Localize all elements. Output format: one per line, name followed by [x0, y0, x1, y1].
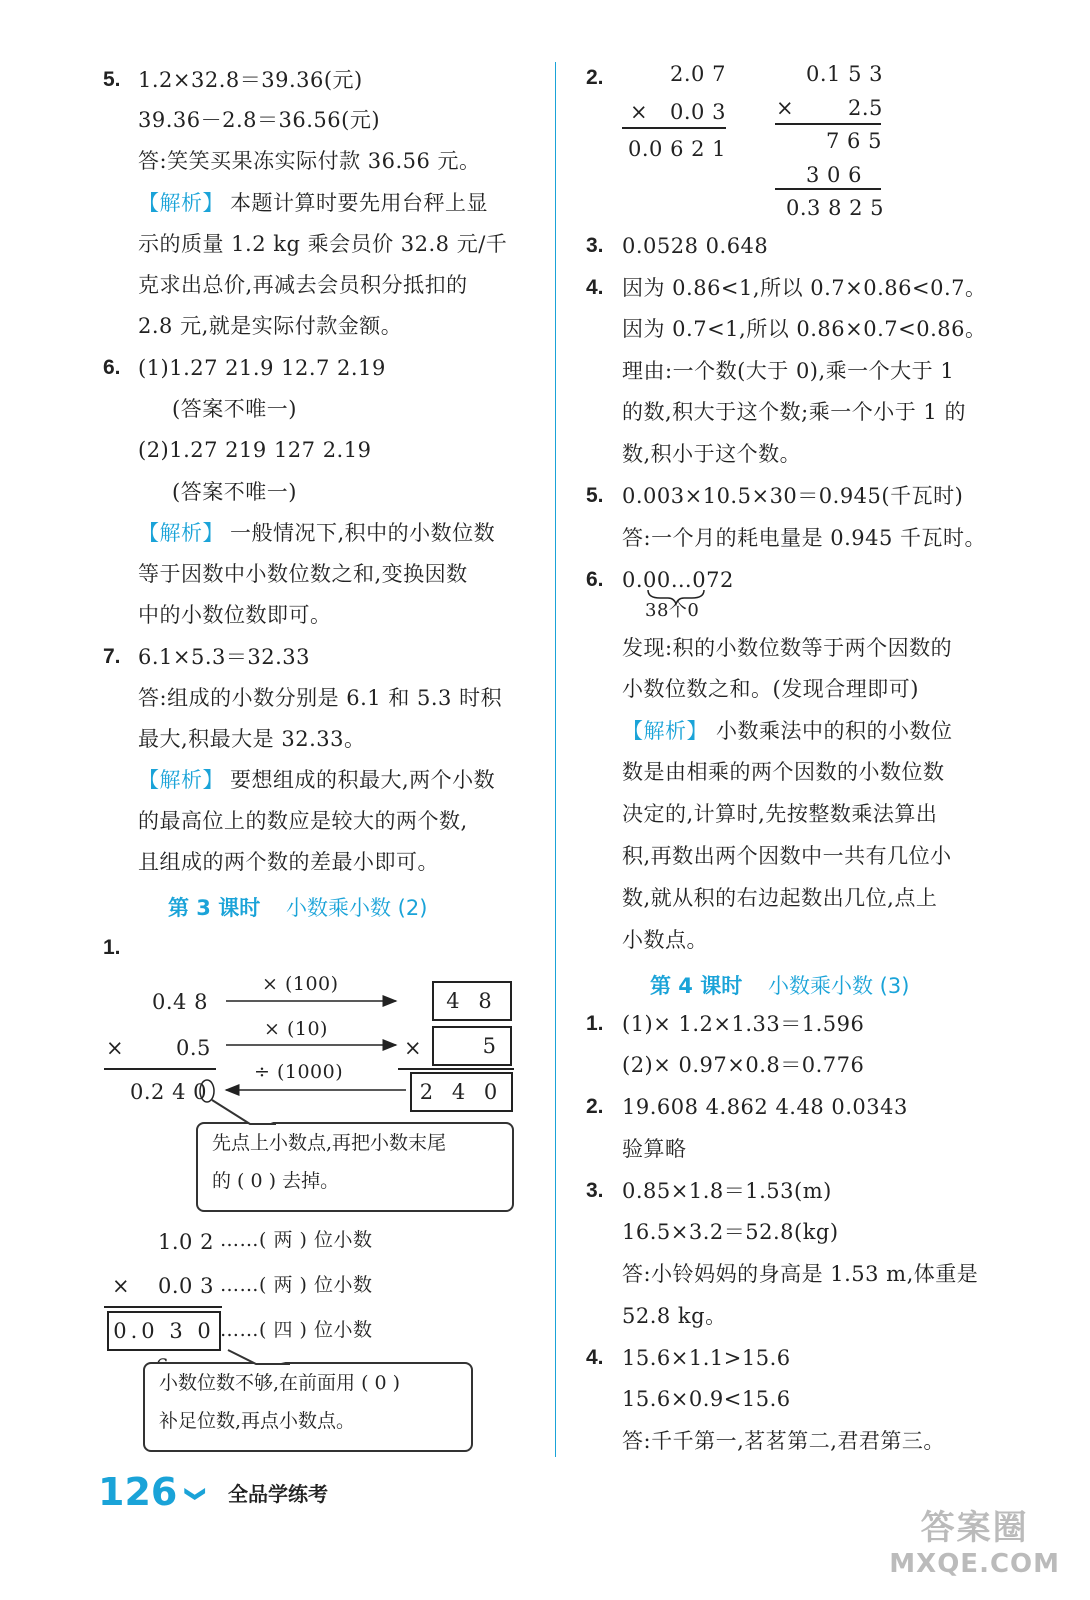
q7-analysis-line1: 要想组成的积最大,两个小数 — [230, 768, 496, 792]
watermark-logo — [889, 1500, 1060, 1579]
q7-line1: 6.1×5.3＝32.33 — [138, 645, 311, 669]
r2-q2-number: 2. — [586, 1095, 604, 1118]
r-q6-analysis-line2: 数是由相乘的两个因数的小数位数 — [622, 760, 945, 784]
q1-times-sign-right: × — [404, 1036, 423, 1060]
r2-q1-line2: (2)× 0.97×0.8＝0.776 — [622, 1053, 865, 1077]
q1-box-b-value: 5 — [482, 1034, 502, 1058]
r-q2-m2-a: 0.1 5 3 — [806, 62, 883, 86]
q7-line2: 答:组成的小数分别是 6.1 和 5.3 时积 — [138, 686, 503, 710]
q5-number: 5. — [103, 68, 121, 91]
q1-callout-2-pointer — [228, 1350, 290, 1364]
q7-analysis-line2: 的最高位上的数应是较大的两个数, — [138, 809, 468, 833]
q6-line2: (答案不唯一) — [172, 397, 297, 421]
q6-analysis-tag: 【解析】 — [138, 521, 224, 545]
lesson4-title: 小数乘小数 (3) — [768, 974, 910, 998]
q1-product: 0.2 4 0 — [130, 1080, 207, 1104]
r-q5-line1: 0.003×10.5×30＝0.945(千瓦时) — [622, 484, 964, 508]
q5-analysis-line1: 本题计算时要先用台秤上显 — [230, 191, 488, 215]
q6-line3: (2)1.27 219 127 2.19 — [138, 438, 372, 462]
q5-analysis-line4: 2.8 元,就是实际付款金额。 — [138, 314, 403, 338]
q1-number: 1. — [103, 936, 121, 959]
lesson4-label: 第 4 课时 — [650, 974, 743, 998]
r-q4-line3: 理由:一个数(大于 0),乘一个大于 1 — [622, 359, 955, 383]
r-q2-m1-times: × — [630, 100, 649, 124]
r2-q3-line1: 0.85×1.8＝1.53(m) — [622, 1179, 832, 1203]
chevron-down-icon: ❯ — [184, 1485, 209, 1503]
q5-line1: 1.2×32.8＝39.36(元) — [138, 68, 363, 92]
q6-number: 6. — [103, 356, 121, 379]
q7-line3: 最大,积最大是 32.33。 — [138, 727, 366, 751]
r-q6-analysis-line3: 决定的,计算时,先按整数乘法算出 — [622, 802, 938, 826]
q1-c2-value: 0.0 3 — [158, 1274, 214, 1298]
q6-analysis-line1: 一般情况下,积中的小数位数 — [230, 521, 496, 545]
r-q4-line5: 数,积小于这个数。 — [622, 442, 802, 466]
r2-q4-line1: 15.6×1.1>15.6 — [622, 1346, 791, 1370]
q6-line1: (1)1.27 21.9 12.7 2.19 — [138, 356, 386, 380]
r-q2-m1-rule — [622, 127, 726, 129]
r-q4-line1: 因为 0.86<1,所以 0.7×0.86<0.7。 — [622, 276, 987, 300]
r-q6-analysis-line4: 积,再数出两个因数中一共有几位小 — [622, 844, 952, 868]
r-q6-analysis-line6: 小数点。 — [622, 928, 708, 952]
q1-callout-2-line1: 小数位数不够,在前面用 ( 0 ) — [159, 1372, 401, 1394]
q1-arrow1-label: × (100) — [262, 973, 339, 995]
q1-callout-2-line2: 补足位数,再点小数点。 — [159, 1410, 356, 1432]
r-q6-analysis-line5: 数,就从积的右边起数出几位,点上 — [622, 886, 938, 910]
q1-factor-a: 0.4 8 — [152, 990, 208, 1014]
q1-c-times-sign: × — [112, 1274, 131, 1298]
r2-q2-line2: 验算略 — [622, 1137, 687, 1161]
r-q2-m2-rule2 — [775, 188, 881, 190]
r-q2-m2-product: 0.3 8 2 5 — [786, 196, 885, 220]
q7-analysis-line3: 且组成的两个数的差最小即可。 — [138, 850, 439, 874]
page-number: 126 — [98, 1470, 178, 1514]
q1-c2-note: ……( 两 ) 位小数 — [220, 1274, 373, 1296]
r-q2-m2-partial1: 7 6 5 — [826, 129, 882, 153]
r-q6-line1: 0.00…072 — [622, 568, 734, 592]
q1-box-c-value: 2 4 0 — [419, 1080, 504, 1104]
q5-answer: 答:笑笑买果冻实际付款 36.56 元。 — [138, 149, 481, 173]
r-q2-m2-times: × — [776, 96, 795, 120]
brand-name: 全品学练考 — [228, 1482, 328, 1506]
r-q6-number: 6. — [586, 568, 604, 591]
q5-analysis-tag: 【解析】 — [138, 191, 224, 215]
q5-analysis-line2: 示的质量 1.2 kg 乘会员价 32.8 元/千 — [138, 232, 508, 256]
r-q2-m1-a: 2.0 7 — [670, 62, 726, 86]
q6-analysis-line3: 中的小数位数即可。 — [138, 603, 332, 627]
q7-number: 7. — [103, 645, 121, 668]
watermark-text: 答案圈 — [920, 1508, 1029, 1548]
q5-analysis-line3: 克求出总价,再减去会员积分抵扣的 — [138, 273, 468, 297]
q7-analysis-tag: 【解析】 — [138, 768, 224, 792]
r-q2-m2-rule1 — [775, 123, 881, 125]
q1-times-sign: × — [106, 1036, 125, 1060]
r-q6-analysis-tag: 【解析】 — [622, 719, 708, 743]
r-q4-number: 4. — [586, 276, 604, 299]
r2-q3-line3: 答:小铃妈妈的身高是 1.53 m,体重是 — [622, 1262, 979, 1286]
q1-c1-note: ……( 两 ) 位小数 — [220, 1229, 373, 1251]
r-q4-line2: 因为 0.7<1,所以 0.86×0.7<0.86。 — [622, 317, 987, 341]
q1-callout-1-pointer — [212, 1100, 276, 1124]
r-q2-number: 2. — [586, 66, 604, 89]
r2-q3-line4: 52.8 kg。 — [622, 1304, 727, 1328]
r2-q4-number: 4. — [586, 1346, 604, 1369]
r-q3-number: 3. — [586, 234, 604, 257]
r-q2-m2-partial2: 3 0 6 — [806, 163, 862, 187]
r-q2-m1-b: 0.0 3 — [670, 100, 726, 124]
q1-c3-note: ……( 四 ) 位小数 — [220, 1319, 373, 1341]
q1-c-product: 0.0 3 0 — [113, 1319, 215, 1343]
lesson3-label: 第 3 课时 — [168, 896, 261, 920]
r2-q3-number: 3. — [586, 1179, 604, 1202]
q1-arrow3-label: ÷ (1000) — [254, 1061, 344, 1083]
q1-arrow2-label: × (10) — [264, 1018, 328, 1040]
lesson3-title: 小数乘小数 (2) — [286, 896, 428, 920]
r-q2-m2-b: 2.5 — [848, 96, 883, 120]
q1-callout-1-line1: 先点上小数点,再把小数末尾 — [212, 1132, 447, 1154]
r2-q1-line1: (1)× 1.2×1.33＝1.596 — [622, 1012, 865, 1036]
q1-callout-1-line2: 的 ( 0 ) 去掉。 — [212, 1170, 340, 1192]
q1-zero-circle — [200, 1080, 214, 1102]
r2-q4-line2: 15.6×0.9<15.6 — [622, 1387, 791, 1411]
r-q6-line2: 发现:积的小数位数等于两个因数的 — [622, 636, 953, 660]
r2-q3-line2: 16.5×3.2＝52.8(kg) — [622, 1220, 839, 1244]
q5-line2: 39.36－2.8＝36.56(元) — [138, 108, 381, 132]
r-q6-brace-label: 38个0 — [645, 600, 700, 621]
r-q5-number: 5. — [586, 484, 604, 507]
r-q6-analysis-line1: 小数乘法中的积的小数位 — [716, 719, 953, 743]
r-q6-line3: 小数位数之和。(发现合理即可) — [622, 677, 919, 701]
q1-factor-b: 0.5 — [176, 1036, 211, 1060]
r2-q1-number: 1. — [586, 1012, 604, 1035]
q1-box-a-value: 4 8 — [446, 989, 498, 1013]
r-q2-m1-product: 0.0 6 2 1 — [628, 137, 727, 161]
watermark-url: MXQE.COM — [889, 1549, 1060, 1579]
q6-analysis-line2: 等于因数中小数位数之和,变换因数 — [138, 562, 468, 586]
q6-line4: (答案不唯一) — [172, 480, 297, 504]
r-q3-line1: 0.0528 0.648 — [622, 234, 769, 258]
r2-q2-line1: 19.608 4.862 4.48 0.0343 — [622, 1095, 908, 1119]
r2-q4-line3: 答:千千第一,茗茗第二,君君第三。 — [622, 1429, 945, 1453]
r-q4-line4: 的数,积大于这个数;乘一个小于 1 的 — [622, 400, 966, 424]
r-q5-line2: 答:一个月的耗电量是 0.945 千瓦时。 — [622, 526, 987, 550]
q1-c1-value: 1.0 2 — [158, 1230, 214, 1254]
column-divider — [555, 62, 556, 1457]
